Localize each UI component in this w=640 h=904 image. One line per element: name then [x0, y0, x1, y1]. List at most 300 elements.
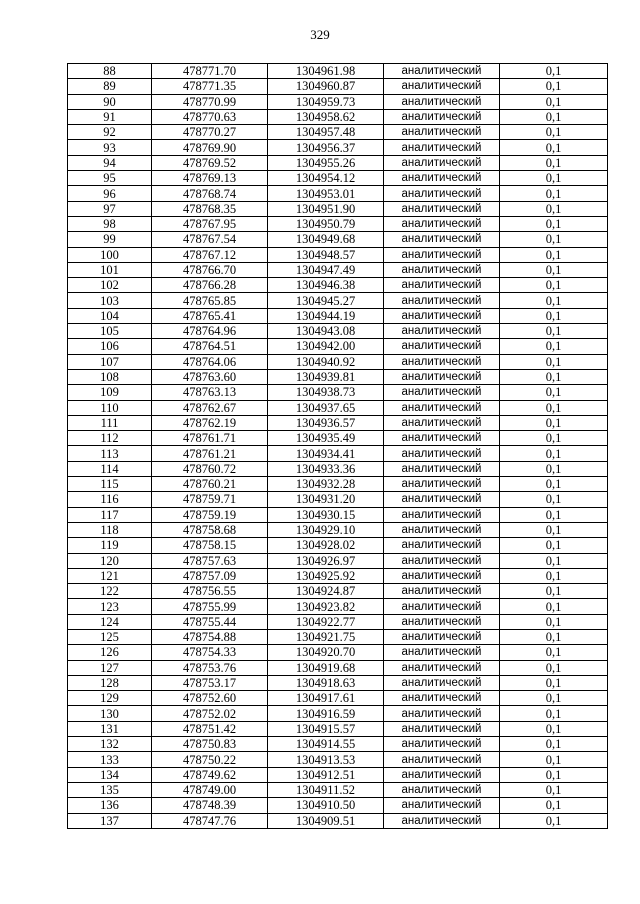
y-coordinate-cell: 1304955.26: [268, 155, 384, 170]
method-cell: аналитический: [384, 599, 500, 614]
method-cell: аналитический: [384, 293, 500, 308]
method-cell: аналитический: [384, 431, 500, 446]
accuracy-cell: 0,1: [500, 477, 608, 492]
point-number-cell: 90: [68, 94, 152, 109]
method-cell: аналитический: [384, 477, 500, 492]
point-number-cell: 113: [68, 446, 152, 461]
x-coordinate-cell: 478747.76: [152, 813, 268, 828]
accuracy-cell: 0,1: [500, 584, 608, 599]
method-cell: аналитический: [384, 109, 500, 124]
accuracy-cell: 0,1: [500, 492, 608, 507]
method-cell: аналитический: [384, 201, 500, 216]
point-number-cell: 109: [68, 385, 152, 400]
table-row: [68, 79, 608, 94]
accuracy-cell: 0,1: [500, 706, 608, 721]
table-row: [68, 155, 608, 170]
point-number-cell: 91: [68, 109, 152, 124]
point-number-cell: 128: [68, 675, 152, 690]
method-cell: аналитический: [384, 278, 500, 293]
point-number-cell: 137: [68, 813, 152, 828]
x-coordinate-cell: 478757.09: [152, 568, 268, 583]
table-row: [68, 64, 608, 79]
method-cell: аналитический: [384, 660, 500, 675]
method-cell: аналитический: [384, 324, 500, 339]
method-cell: аналитический: [384, 155, 500, 170]
x-coordinate-cell: 478761.21: [152, 446, 268, 461]
accuracy-cell: 0,1: [500, 201, 608, 216]
y-coordinate-cell: 1304913.53: [268, 752, 384, 767]
method-cell: аналитический: [384, 461, 500, 476]
accuracy-cell: 0,1: [500, 522, 608, 537]
table-row: [68, 431, 608, 446]
coordinates-table-body: [68, 64, 608, 829]
y-coordinate-cell: 1304914.55: [268, 737, 384, 752]
y-coordinate-cell: 1304946.38: [268, 278, 384, 293]
x-coordinate-cell: 478770.63: [152, 109, 268, 124]
point-number-cell: 106: [68, 339, 152, 354]
method-cell: аналитический: [384, 629, 500, 644]
x-coordinate-cell: 478754.88: [152, 629, 268, 644]
table-row: [68, 599, 608, 614]
method-cell: аналитический: [384, 752, 500, 767]
table-row: [68, 584, 608, 599]
accuracy-cell: 0,1: [500, 599, 608, 614]
point-number-cell: 136: [68, 798, 152, 813]
method-cell: аналитический: [384, 385, 500, 400]
y-coordinate-cell: 1304953.01: [268, 186, 384, 201]
y-coordinate-cell: 1304950.79: [268, 216, 384, 231]
point-number-cell: 108: [68, 369, 152, 384]
x-coordinate-cell: 478750.22: [152, 752, 268, 767]
method-cell: аналитический: [384, 140, 500, 155]
point-number-cell: 95: [68, 171, 152, 186]
point-number-cell: 124: [68, 614, 152, 629]
x-coordinate-cell: 478767.95: [152, 216, 268, 231]
table-row: [68, 629, 608, 644]
y-coordinate-cell: 1304930.15: [268, 507, 384, 522]
table-row: [68, 737, 608, 752]
table-row: [68, 461, 608, 476]
method-cell: аналитический: [384, 706, 500, 721]
y-coordinate-cell: 1304922.77: [268, 614, 384, 629]
y-coordinate-cell: 1304919.68: [268, 660, 384, 675]
y-coordinate-cell: 1304916.59: [268, 706, 384, 721]
accuracy-cell: 0,1: [500, 767, 608, 782]
point-number-cell: 89: [68, 79, 152, 94]
x-coordinate-cell: 478764.51: [152, 339, 268, 354]
point-number-cell: 125: [68, 629, 152, 644]
y-coordinate-cell: 1304943.08: [268, 324, 384, 339]
x-coordinate-cell: 478756.55: [152, 584, 268, 599]
table-row: [68, 400, 608, 415]
x-coordinate-cell: 478771.35: [152, 79, 268, 94]
method-cell: аналитический: [384, 354, 500, 369]
x-coordinate-cell: 478768.74: [152, 186, 268, 201]
table-row: [68, 171, 608, 186]
point-number-cell: 112: [68, 431, 152, 446]
x-coordinate-cell: 478751.42: [152, 721, 268, 736]
point-number-cell: 111: [68, 415, 152, 430]
point-number-cell: 99: [68, 232, 152, 247]
table-row: [68, 125, 608, 140]
table-row: [68, 262, 608, 277]
point-number-cell: 98: [68, 216, 152, 231]
x-coordinate-cell: 478753.76: [152, 660, 268, 675]
accuracy-cell: 0,1: [500, 94, 608, 109]
x-coordinate-cell: 478759.19: [152, 507, 268, 522]
y-coordinate-cell: 1304940.92: [268, 354, 384, 369]
x-coordinate-cell: 478752.02: [152, 706, 268, 721]
point-number-cell: 135: [68, 782, 152, 797]
table-row: [68, 522, 608, 537]
y-coordinate-cell: 1304939.81: [268, 369, 384, 384]
y-coordinate-cell: 1304932.28: [268, 477, 384, 492]
table-row: [68, 538, 608, 553]
y-coordinate-cell: 1304945.27: [268, 293, 384, 308]
x-coordinate-cell: 478754.33: [152, 645, 268, 660]
y-coordinate-cell: 1304911.52: [268, 782, 384, 797]
method-cell: аналитический: [384, 64, 500, 79]
point-number-cell: 129: [68, 691, 152, 706]
table-row: [68, 232, 608, 247]
table-row: [68, 94, 608, 109]
table-row: [68, 369, 608, 384]
y-coordinate-cell: 1304909.51: [268, 813, 384, 828]
x-coordinate-cell: 478766.70: [152, 262, 268, 277]
table-row: [68, 813, 608, 828]
accuracy-cell: 0,1: [500, 798, 608, 813]
y-coordinate-cell: 1304936.57: [268, 415, 384, 430]
method-cell: аналитический: [384, 369, 500, 384]
method-cell: аналитический: [384, 737, 500, 752]
y-coordinate-cell: 1304926.97: [268, 553, 384, 568]
x-coordinate-cell: 478770.99: [152, 94, 268, 109]
point-number-cell: 117: [68, 507, 152, 522]
table-row: [68, 247, 608, 262]
accuracy-cell: 0,1: [500, 278, 608, 293]
accuracy-cell: 0,1: [500, 308, 608, 323]
table-row: [68, 446, 608, 461]
y-coordinate-cell: 1304958.62: [268, 109, 384, 124]
x-coordinate-cell: 478761.71: [152, 431, 268, 446]
method-cell: аналитический: [384, 125, 500, 140]
accuracy-cell: 0,1: [500, 354, 608, 369]
table-row: [68, 660, 608, 675]
x-coordinate-cell: 478752.60: [152, 691, 268, 706]
accuracy-cell: 0,1: [500, 415, 608, 430]
y-coordinate-cell: 1304924.87: [268, 584, 384, 599]
point-number-cell: 116: [68, 492, 152, 507]
accuracy-cell: 0,1: [500, 446, 608, 461]
x-coordinate-cell: 478766.28: [152, 278, 268, 293]
y-coordinate-cell: 1304931.20: [268, 492, 384, 507]
x-coordinate-cell: 478768.35: [152, 201, 268, 216]
point-number-cell: 123: [68, 599, 152, 614]
y-coordinate-cell: 1304951.90: [268, 201, 384, 216]
table-row: [68, 706, 608, 721]
accuracy-cell: 0,1: [500, 660, 608, 675]
y-coordinate-cell: 1304917.61: [268, 691, 384, 706]
point-number-cell: 127: [68, 660, 152, 675]
x-coordinate-cell: 478765.85: [152, 293, 268, 308]
y-coordinate-cell: 1304915.57: [268, 721, 384, 736]
accuracy-cell: 0,1: [500, 568, 608, 583]
accuracy-cell: 0,1: [500, 645, 608, 660]
point-number-cell: 132: [68, 737, 152, 752]
table-row: [68, 507, 608, 522]
accuracy-cell: 0,1: [500, 614, 608, 629]
y-coordinate-cell: 1304925.92: [268, 568, 384, 583]
table-row: [68, 675, 608, 690]
y-coordinate-cell: 1304944.19: [268, 308, 384, 323]
y-coordinate-cell: 1304956.37: [268, 140, 384, 155]
method-cell: аналитический: [384, 568, 500, 583]
y-coordinate-cell: 1304938.73: [268, 385, 384, 400]
table-row: [68, 767, 608, 782]
method-cell: аналитический: [384, 492, 500, 507]
y-coordinate-cell: 1304957.48: [268, 125, 384, 140]
method-cell: аналитический: [384, 507, 500, 522]
accuracy-cell: 0,1: [500, 752, 608, 767]
method-cell: аналитический: [384, 308, 500, 323]
method-cell: аналитический: [384, 721, 500, 736]
method-cell: аналитический: [384, 94, 500, 109]
y-coordinate-cell: 1304937.65: [268, 400, 384, 415]
x-coordinate-cell: 478762.67: [152, 400, 268, 415]
y-coordinate-cell: 1304959.73: [268, 94, 384, 109]
method-cell: аналитический: [384, 262, 500, 277]
point-number-cell: 101: [68, 262, 152, 277]
table-row: [68, 568, 608, 583]
x-coordinate-cell: 478764.06: [152, 354, 268, 369]
x-coordinate-cell: 478755.99: [152, 599, 268, 614]
y-coordinate-cell: 1304948.57: [268, 247, 384, 262]
accuracy-cell: 0,1: [500, 737, 608, 752]
x-coordinate-cell: 478767.54: [152, 232, 268, 247]
method-cell: аналитический: [384, 247, 500, 262]
table-row: [68, 308, 608, 323]
x-coordinate-cell: 478750.83: [152, 737, 268, 752]
point-number-cell: 100: [68, 247, 152, 262]
method-cell: аналитический: [384, 171, 500, 186]
accuracy-cell: 0,1: [500, 79, 608, 94]
y-coordinate-cell: 1304954.12: [268, 171, 384, 186]
table-row: [68, 721, 608, 736]
method-cell: аналитический: [384, 782, 500, 797]
table-row: [68, 109, 608, 124]
point-number-cell: 88: [68, 64, 152, 79]
y-coordinate-cell: 1304935.49: [268, 431, 384, 446]
x-coordinate-cell: 478767.12: [152, 247, 268, 262]
accuracy-cell: 0,1: [500, 155, 608, 170]
accuracy-cell: 0,1: [500, 675, 608, 690]
x-coordinate-cell: 478762.19: [152, 415, 268, 430]
point-number-cell: 102: [68, 278, 152, 293]
point-number-cell: 133: [68, 752, 152, 767]
point-number-cell: 105: [68, 324, 152, 339]
table-row: [68, 140, 608, 155]
accuracy-cell: 0,1: [500, 140, 608, 155]
method-cell: аналитический: [384, 691, 500, 706]
method-cell: аналитический: [384, 232, 500, 247]
y-coordinate-cell: 1304910.50: [268, 798, 384, 813]
x-coordinate-cell: 478764.96: [152, 324, 268, 339]
accuracy-cell: 0,1: [500, 400, 608, 415]
x-coordinate-cell: 478749.62: [152, 767, 268, 782]
table-row: [68, 216, 608, 231]
accuracy-cell: 0,1: [500, 461, 608, 476]
point-number-cell: 96: [68, 186, 152, 201]
y-coordinate-cell: 1304921.75: [268, 629, 384, 644]
table-row: [68, 415, 608, 430]
table-row: [68, 798, 608, 813]
x-coordinate-cell: 478769.52: [152, 155, 268, 170]
method-cell: аналитический: [384, 522, 500, 537]
method-cell: аналитический: [384, 446, 500, 461]
x-coordinate-cell: 478769.90: [152, 140, 268, 155]
y-coordinate-cell: 1304949.68: [268, 232, 384, 247]
y-coordinate-cell: 1304934.41: [268, 446, 384, 461]
x-coordinate-cell: 478765.41: [152, 308, 268, 323]
accuracy-cell: 0,1: [500, 431, 608, 446]
point-number-cell: 115: [68, 477, 152, 492]
accuracy-cell: 0,1: [500, 782, 608, 797]
x-coordinate-cell: 478748.39: [152, 798, 268, 813]
table-row: [68, 477, 608, 492]
point-number-cell: 118: [68, 522, 152, 537]
point-number-cell: 104: [68, 308, 152, 323]
point-number-cell: 114: [68, 461, 152, 476]
accuracy-cell: 0,1: [500, 553, 608, 568]
x-coordinate-cell: 478769.13: [152, 171, 268, 186]
accuracy-cell: 0,1: [500, 339, 608, 354]
accuracy-cell: 0,1: [500, 262, 608, 277]
point-number-cell: 121: [68, 568, 152, 583]
x-coordinate-cell: 478760.21: [152, 477, 268, 492]
point-number-cell: 126: [68, 645, 152, 660]
table-row: [68, 691, 608, 706]
table-row: [68, 385, 608, 400]
coordinates-table: [67, 63, 608, 829]
x-coordinate-cell: 478757.63: [152, 553, 268, 568]
point-number-cell: 130: [68, 706, 152, 721]
method-cell: аналитический: [384, 216, 500, 231]
accuracy-cell: 0,1: [500, 247, 608, 262]
point-number-cell: 97: [68, 201, 152, 216]
method-cell: аналитический: [384, 553, 500, 568]
point-number-cell: 134: [68, 767, 152, 782]
method-cell: аналитический: [384, 645, 500, 660]
point-number-cell: 107: [68, 354, 152, 369]
method-cell: аналитический: [384, 675, 500, 690]
accuracy-cell: 0,1: [500, 186, 608, 201]
x-coordinate-cell: 478763.60: [152, 369, 268, 384]
table-row: [68, 752, 608, 767]
method-cell: аналитический: [384, 584, 500, 599]
y-coordinate-cell: 1304920.70: [268, 645, 384, 660]
x-coordinate-cell: 478759.71: [152, 492, 268, 507]
x-coordinate-cell: 478753.17: [152, 675, 268, 690]
point-number-cell: 93: [68, 140, 152, 155]
accuracy-cell: 0,1: [500, 691, 608, 706]
point-number-cell: 103: [68, 293, 152, 308]
point-number-cell: 122: [68, 584, 152, 599]
method-cell: аналитический: [384, 79, 500, 94]
accuracy-cell: 0,1: [500, 324, 608, 339]
accuracy-cell: 0,1: [500, 369, 608, 384]
x-coordinate-cell: 478763.13: [152, 385, 268, 400]
point-number-cell: 119: [68, 538, 152, 553]
accuracy-cell: 0,1: [500, 293, 608, 308]
table-row: [68, 324, 608, 339]
y-coordinate-cell: 1304947.49: [268, 262, 384, 277]
accuracy-cell: 0,1: [500, 629, 608, 644]
table-row: [68, 645, 608, 660]
point-number-cell: 92: [68, 125, 152, 140]
x-coordinate-cell: 478760.72: [152, 461, 268, 476]
method-cell: аналитический: [384, 339, 500, 354]
y-coordinate-cell: 1304933.36: [268, 461, 384, 476]
point-number-cell: 110: [68, 400, 152, 415]
method-cell: аналитический: [384, 400, 500, 415]
table-row: [68, 293, 608, 308]
y-coordinate-cell: 1304960.87: [268, 79, 384, 94]
y-coordinate-cell: 1304929.10: [268, 522, 384, 537]
method-cell: аналитический: [384, 186, 500, 201]
x-coordinate-cell: 478755.44: [152, 614, 268, 629]
x-coordinate-cell: 478749.00: [152, 782, 268, 797]
accuracy-cell: 0,1: [500, 216, 608, 231]
point-number-cell: 94: [68, 155, 152, 170]
x-coordinate-cell: 478758.15: [152, 538, 268, 553]
accuracy-cell: 0,1: [500, 721, 608, 736]
method-cell: аналитический: [384, 415, 500, 430]
method-cell: аналитический: [384, 538, 500, 553]
accuracy-cell: 0,1: [500, 64, 608, 79]
table-row: [68, 492, 608, 507]
y-coordinate-cell: 1304942.00: [268, 339, 384, 354]
table-row: [68, 201, 608, 216]
method-cell: аналитический: [384, 614, 500, 629]
table-row: [68, 339, 608, 354]
accuracy-cell: 0,1: [500, 813, 608, 828]
page-number: 329: [310, 27, 330, 42]
table-row: [68, 186, 608, 201]
y-coordinate-cell: 1304923.82: [268, 599, 384, 614]
table-row: [68, 782, 608, 797]
accuracy-cell: 0,1: [500, 232, 608, 247]
accuracy-cell: 0,1: [500, 125, 608, 140]
accuracy-cell: 0,1: [500, 507, 608, 522]
table-row: [68, 553, 608, 568]
table-row: [68, 354, 608, 369]
x-coordinate-cell: 478770.27: [152, 125, 268, 140]
y-coordinate-cell: 1304912.51: [268, 767, 384, 782]
method-cell: аналитический: [384, 767, 500, 782]
method-cell: аналитический: [384, 813, 500, 828]
x-coordinate-cell: 478771.70: [152, 64, 268, 79]
accuracy-cell: 0,1: [500, 538, 608, 553]
y-coordinate-cell: 1304928.02: [268, 538, 384, 553]
accuracy-cell: 0,1: [500, 385, 608, 400]
accuracy-cell: 0,1: [500, 109, 608, 124]
table-row: [68, 278, 608, 293]
table-row: [68, 614, 608, 629]
y-coordinate-cell: 1304918.63: [268, 675, 384, 690]
y-coordinate-cell: 1304961.98: [268, 64, 384, 79]
point-number-cell: 131: [68, 721, 152, 736]
method-cell: аналитический: [384, 798, 500, 813]
